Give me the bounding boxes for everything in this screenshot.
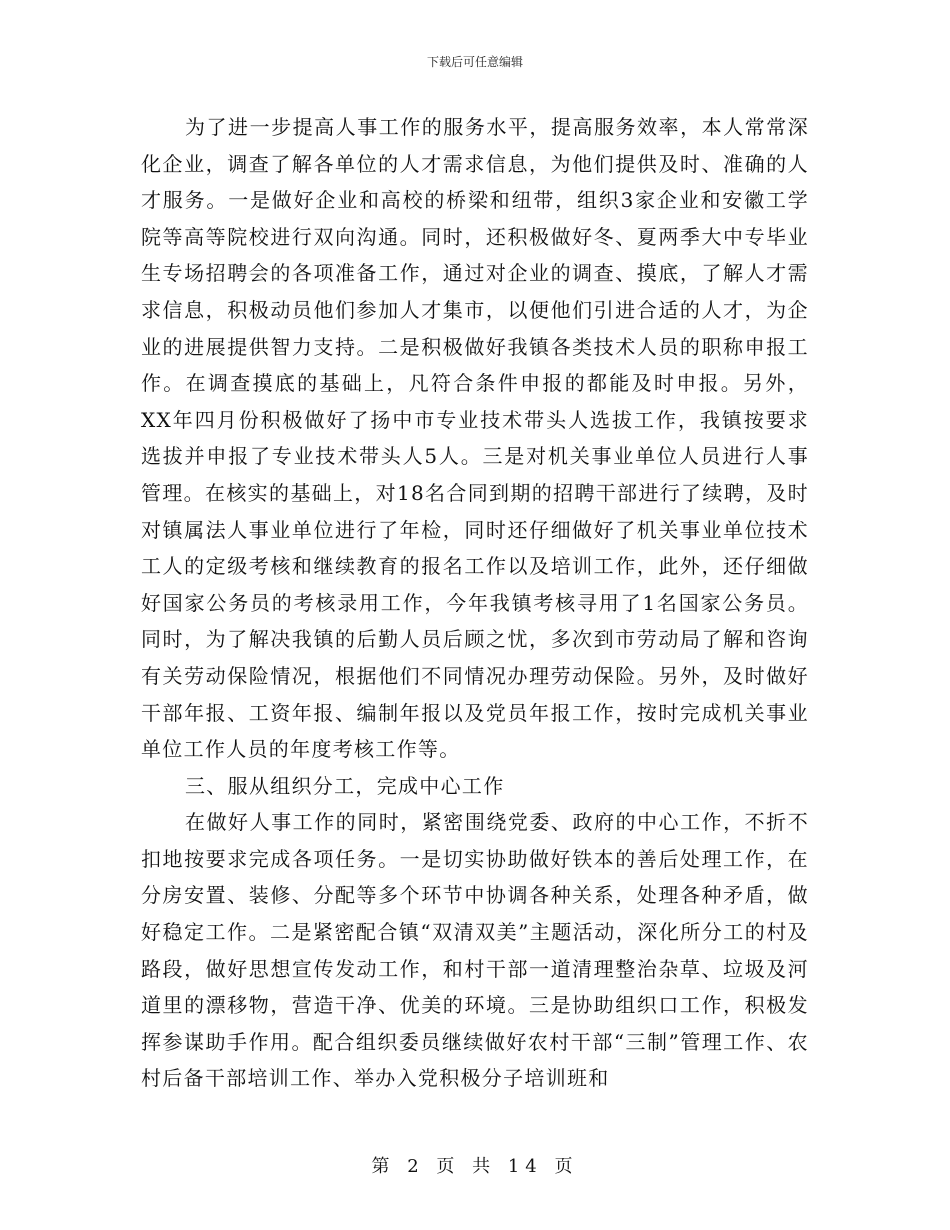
page-header: 下载后可任意编辑 [426, 55, 523, 69]
paragraph-central-work: 在做好人事工作的同时，紧密围绕党委、政府的中心工作，不折不扣地按要求完成各项任务。一是切实协助做好铁本的善后处理工作，在分房安置、装修、分配等多个环节中协调各种关系，处理各种矛盾，做好稳定工作。二是紧密配合镇“双清双美”主题活动，深化所分工的村及路段，做好思想宣传发动工作，和村干部一道清理整治杂草、垃圾及河道里的漂移物，营造干净、优美的环境。三是协助组织口工作，积极发挥参谋助手作用。配合组织委员继续做好农村干部“三制”管理工作、农村后备干部培训工作、举办入党积极分子培训班和 [141, 810, 809, 1091]
document-body [141, 109, 809, 1097]
section-heading-three: 三、服从组织分工，完成中心工作 [185, 773, 505, 798]
page-number-footer: 第 2 页 共 14 页 [371, 1156, 579, 1177]
paragraph-personnel-services: 为了进一步提高人事工作的服务水平，提高服务效率，本人常常深化企业，调查了解各单位的人才需求信息，为他们提供及时、准确的人才服务。一是做好企业和高校的桥梁和纽带，组织3家企业和安徽工学院等高等院校进行双向沟通。同时，还积极做好冬、夏两季大中专毕业生专场招聘会的各项准备工作，通过对企业的调查、摸底，了解人才需求信息，积极动员他们参加人才集市，以便他们引进合适的人才，为企业的进展提供智力支持。二是积极做好我镇各类技术人员的职称申报工作。在调查摸底的基础上，凡符合条件申报的都能及时申报。另外，XX年四月份积极做好了扬中市专业技术带头人选拔工作，我镇按要求选拔并申报了专业技术带头人5人。三是对机关事业单位人员进行人事管理。在核实的基础上，对18名合同到期的招聘干部进行了续聘，及时对镇属法人事业单位进行了年检，同时还仔细做好了机关事业单位技术工人的定级考核和继续教育的报名工作以及培训工作，此外，还仔细做好国家公务员的考核录用工作，今年我镇考核寻用了1名国家公务员。同时，为了解决我镇的后勤人员后顾之忧，多次到市劳动局了解和咨询有关劳动保险情况，根据他们不同情况办理劳动保险。另外，及时做好干部年报、工资年报、编制年报以及党员年报工作，按时完成机关事业单位工作人员的年度考核工作等。 [141, 115, 809, 762]
